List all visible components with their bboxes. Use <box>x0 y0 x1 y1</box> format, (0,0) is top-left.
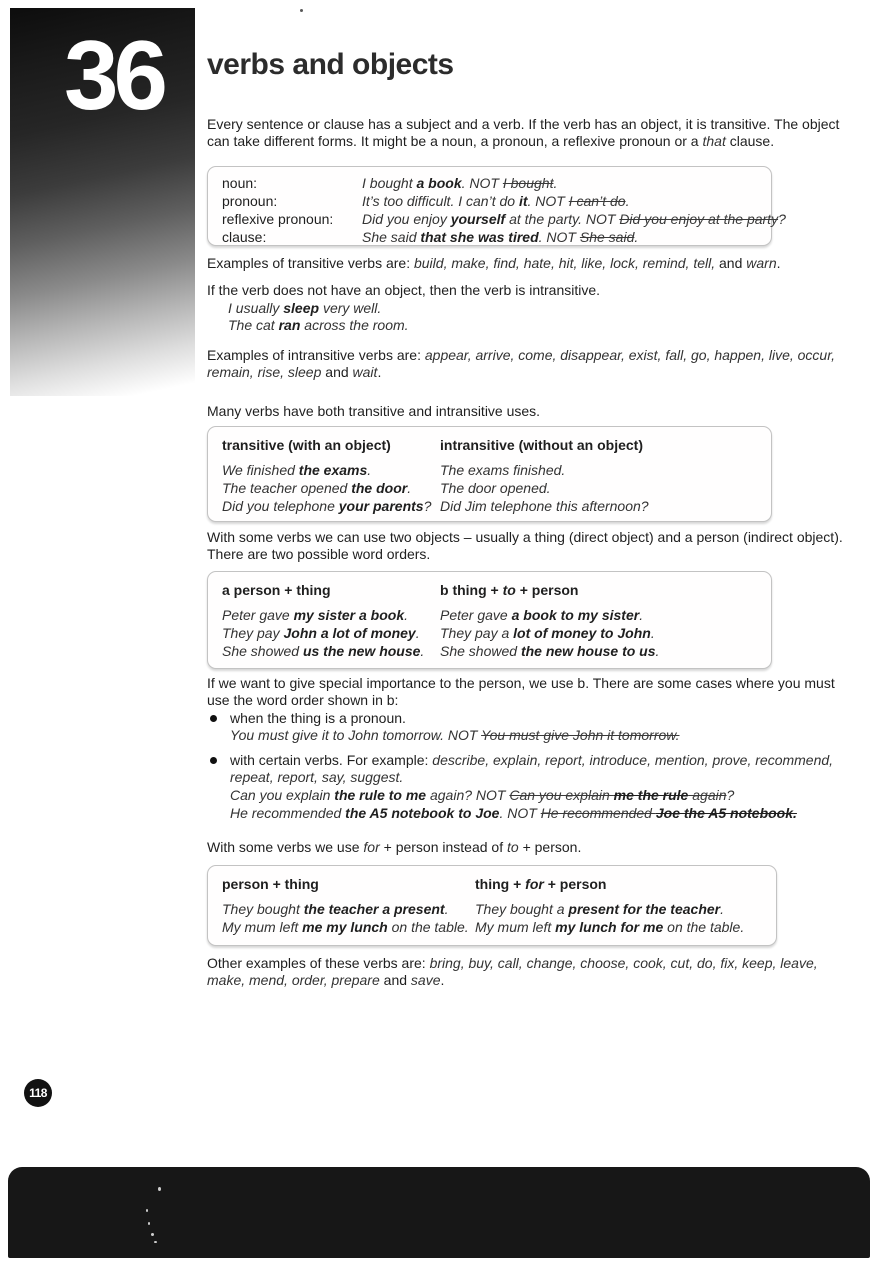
for-person-header-1: person + thing <box>222 876 319 892</box>
two-objects-paragraph: With some verbs we can use two objects – usually a thing (direct object) and a person (indirect object). There are two possible word orders. <box>207 529 843 562</box>
form-example-clause: She said that she was tired. NOT She said. <box>362 229 639 245</box>
bullet-pronoun-text: when the thing is a pronoun. <box>230 710 406 726</box>
table-cell: The teacher opened the door. <box>222 480 412 496</box>
scan-speckle <box>158 1187 161 1191</box>
object-forms-box <box>207 166 786 246</box>
page-number: 118 <box>29 1086 47 1100</box>
form-example-noun: I bought a book. NOT I bought. <box>362 175 558 191</box>
word-order-table <box>207 571 772 669</box>
transitivity-header-transitive: transitive (with an object) <box>222 437 391 453</box>
form-example-reflexive: Did you enjoy yourself at the party. NOT Did you enjoy at the party? <box>362 211 786 227</box>
word-order-header-a: a person + thing <box>222 582 331 598</box>
word-order-header-b: b thing + to + person <box>440 582 579 598</box>
table-cell: She showed the new house to us. <box>440 643 660 659</box>
bullet-certain-verbs-example-1: Can you explain the rule to me again? NOT Can you explain me the rule again? <box>230 787 735 803</box>
bullet-item-certain-verbs <box>207 752 885 786</box>
table-cell: They pay John a lot of money. <box>222 625 420 641</box>
table-cell: She showed us the new house. <box>222 643 425 659</box>
form-label-reflexive: reflexive pronoun: <box>222 211 334 227</box>
for-person-table-body <box>208 893 776 944</box>
object-forms-grid <box>208 167 786 252</box>
table-cell: They pay a lot of money to John. <box>440 625 655 641</box>
table-cell: Peter gave a book to my sister. <box>440 607 644 623</box>
bullet-certain-verbs-text: with certain verbs. For example: describe, explain, report, introduce, mention, prove, recommend, repeat, report, say, suggest. <box>230 752 834 785</box>
scan-speckle <box>151 1233 154 1236</box>
intransitive-intro-paragraph: If the verb does not have an object, then the verb is intransitive. <box>207 282 601 298</box>
scan-speckle <box>154 1241 157 1243</box>
bullet-icon <box>210 757 217 764</box>
for-person-table-header <box>208 866 776 893</box>
unit-corner-block <box>10 8 195 396</box>
transitivity-table-body <box>208 454 771 523</box>
table-cell: The door opened. <box>440 480 551 496</box>
scan-artifact-dot <box>300 9 303 12</box>
transitivity-table <box>207 426 772 522</box>
intransitive-example-1: I usually sleep very well. <box>228 300 382 316</box>
other-examples-paragraph: Other examples of these verbs are: bring, buy, call, change, choose, cook, cut, do, fix, keep, leave, make, mend, order, prepare and save. <box>207 955 818 988</box>
form-label-clause: clause: <box>222 229 267 245</box>
table-cell: Peter gave my sister a book. <box>222 607 408 623</box>
table-cell: My mum left my lunch for me on the table. <box>475 919 745 935</box>
form-label-pronoun: pronoun: <box>222 193 278 209</box>
unit-number: 36 <box>64 20 164 130</box>
scan-speckle <box>146 1209 148 1212</box>
bullet-certain-verbs-example-2: He recommended the A5 notebook to Joe. NOT He recommended Joe the A5 notebook. <box>230 805 797 821</box>
special-importance-paragraph: If we want to give special importance to the person, we use b. There are some cases where you must use the word order shown in b: <box>207 675 835 708</box>
table-cell: Did you telephone your parents? <box>222 498 432 514</box>
table-cell: My mum left me my lunch on the table. <box>222 919 469 935</box>
transitive-examples-paragraph: Examples of transitive verbs are: build, make, find, hate, hit, like, lock, remind, tell, and warn. <box>207 255 781 271</box>
table-cell: The exams finished. <box>440 462 566 478</box>
form-example-pronoun: It’s too difficult. I can’t do it. NOT I can’t do. <box>362 193 630 209</box>
table-cell: Did Jim telephone this afternoon? <box>440 498 649 514</box>
intransitive-example-2: The cat ran across the room. <box>228 317 409 333</box>
intro-paragraph: Every sentence or clause has a subject and a verb. If the verb has an object, it is transitive. The object can take different forms. It might be a noun, a pronoun, a reflexive pronoun or a that clause. <box>207 116 840 149</box>
for-person-paragraph: With some verbs we use for + person instead of to + person. <box>207 839 582 855</box>
for-person-table <box>207 865 777 946</box>
intransitive-examples-paragraph: Examples of intransitive verbs are: appear, arrive, come, disappear, exist, fall, go, happen, live, occur, remain, rise, sleep and wait. <box>207 347 835 380</box>
table-cell: We finished the exams. <box>222 462 372 478</box>
bullet-icon <box>210 715 217 722</box>
word-order-table-header <box>208 572 771 599</box>
bottom-scan-band <box>8 1167 870 1258</box>
many-verbs-paragraph: Many verbs have both transitive and intransitive uses. <box>207 403 541 419</box>
page-number-badge <box>24 1079 52 1107</box>
transitivity-table-header <box>208 427 771 454</box>
word-order-table-body <box>208 599 771 668</box>
table-cell: They bought the teacher a present. <box>222 901 449 917</box>
for-person-header-2: thing + for + person <box>475 876 607 892</box>
bullet-item-pronoun <box>207 710 877 727</box>
transitivity-header-intransitive: intransitive (without an object) <box>440 437 644 453</box>
bullet-pronoun-example: You must give it to John tomorrow. NOT You must give John it tomorrow. <box>230 727 680 743</box>
page-title: verbs and objects <box>207 48 454 81</box>
table-cell: They bought a present for the teacher. <box>475 901 725 917</box>
scan-speckle <box>148 1222 150 1225</box>
form-label-noun: noun: <box>222 175 258 191</box>
